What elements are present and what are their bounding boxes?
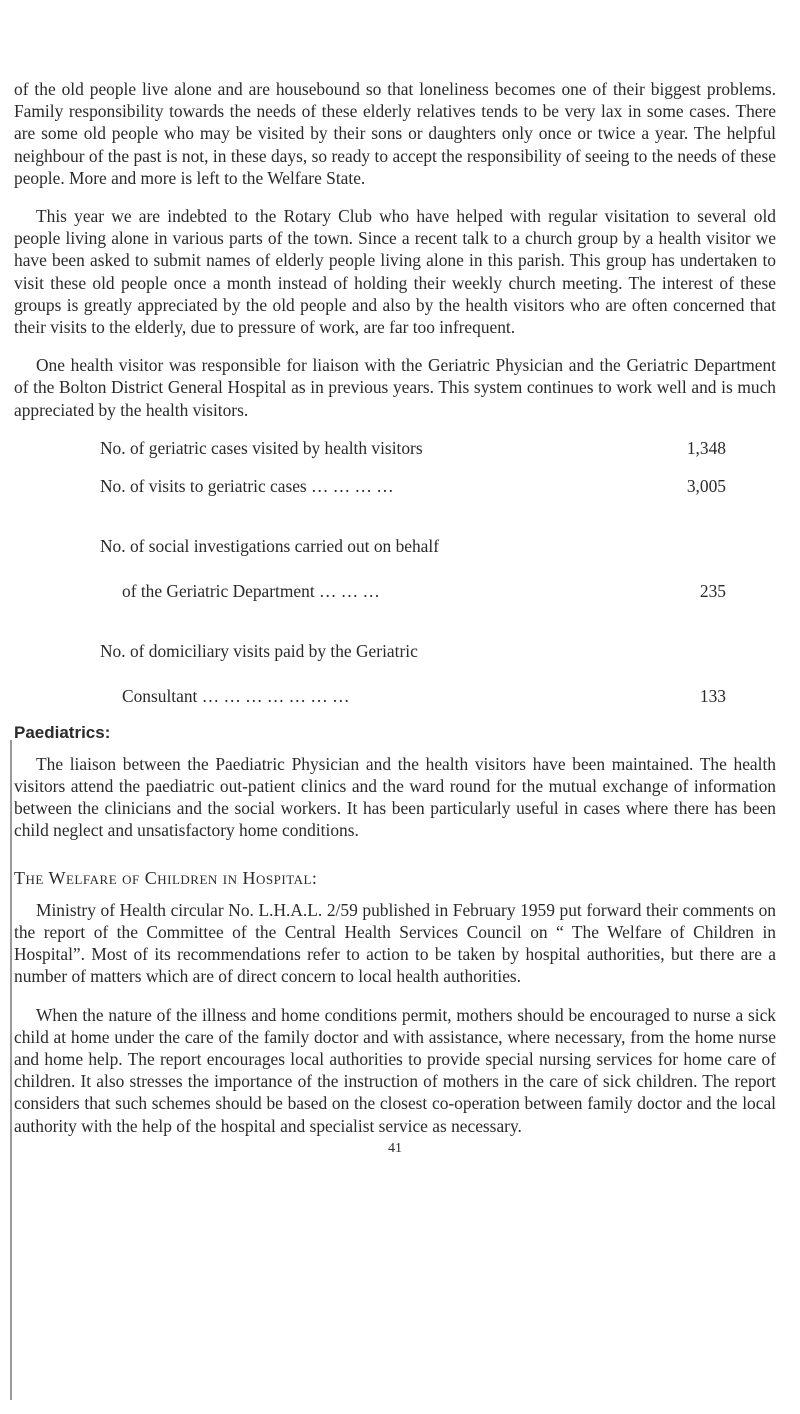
stat-row	[100, 513, 726, 602]
paragraph-paediatrics: The liaison between the Paediatric Physician and the health visitors have been maintained. The health visitors attend the paediatric out-patient clinics and the ward round for the mutual exchange of information between the clinicians and the social workers. It has been particularly useful in cases where there has been child neglect and unsatisfactory home conditions.	[14, 753, 776, 841]
stat-label-continued: Consultant … … … … … … …	[122, 685, 350, 706]
page-number: 41	[388, 1140, 402, 1156]
section-heading-paediatrics: Paediatrics:	[14, 722, 111, 742]
paragraph-geriatric-liaison: One health visitor was responsible for liaison with the Geriatric Physician and the Geriatric Department of the Bolton District General Hospital as in previous years. This system continues to work well and is much appreciated by the health visitors.	[14, 355, 776, 420]
stat-value: 3,005	[686, 476, 726, 497]
scan-margin-line	[10, 740, 12, 1400]
geriatric-statistics	[100, 437, 726, 707]
stat-label: No. of domiciliary visits paid by the Geriatric	[100, 641, 418, 662]
stat-row	[100, 475, 726, 497]
stat-value: 235	[699, 580, 726, 601]
stat-row	[100, 437, 726, 459]
stat-label-continued: of the Geriatric Department … … …	[122, 580, 380, 601]
stat-value: 1,348	[686, 437, 726, 458]
stat-row	[100, 618, 726, 707]
paragraph-home-nursing: When the nature of the illness and home conditions permit, mothers should be encouraged to nurse a sick child at home under the care of the family doctor and with assistance, where necessary, from the home nurse and home help. The report encourages local authorities to provide special nursing services for home care of children. It also stresses the importance of the instruction of mothers in the care of sick children. The report considers that such schemes should be based on the closest co-operation between family doctor and the local authority with the help of the hospital and specialist service as necessary.	[14, 1004, 776, 1136]
paragraph-rotary-club: This year we are indebted to the Rotary Club who have helped with regular visitation to several old people living alone in various parts of the town. Since a recent talk to a church group by a health visitor we have been asked to submit names of elderly people living alone in this parish. This group has undertaken to visit these old people once a month instead of holding their weekly church meeting. The interest of these groups is greatly appreciated by the old people and also by the health visitors who are often concerned that their visits to the elderly, due to pressure of work, are far too infrequent.	[14, 206, 776, 338]
stat-label: No. of social investigations carried out on behalf	[100, 536, 440, 557]
stat-value: 133	[699, 685, 726, 706]
paragraph-loneliness: of the old people live alone and are housebound so that loneliness becomes one of their biggest problems. Family responsibility towards the needs of these elderly relatives tends to be very lax in some cases. There are some old people who may be visited by their sons or daughters only once or twice a year. The helpful neighbour of the past is not, in these days, so ready to accept the responsibility of seeing to the needs of these people. More and more is left to the Welfare State.	[14, 79, 776, 188]
document-page	[14, 78, 776, 1157]
stat-label: No. of geriatric cases visited by health visitors	[100, 437, 423, 458]
paragraph-ministry-circular: Ministry of Health circular No. L.H.A.L. 2/59 published in February 1959 put forward their comments on the report of the Committee of the Central Health Services Council on “ The Welfare of Children in Hospital”. Most of its recommendations refer to action to be taken by hospital authorities, but there are a number of matters which are of direct concern to local health authorities.	[14, 899, 776, 987]
section-heading-welfare-children: The Welfare of Children in Hospital:	[14, 867, 318, 888]
stat-label: No. of visits to geriatric cases … … … …	[100, 476, 394, 497]
